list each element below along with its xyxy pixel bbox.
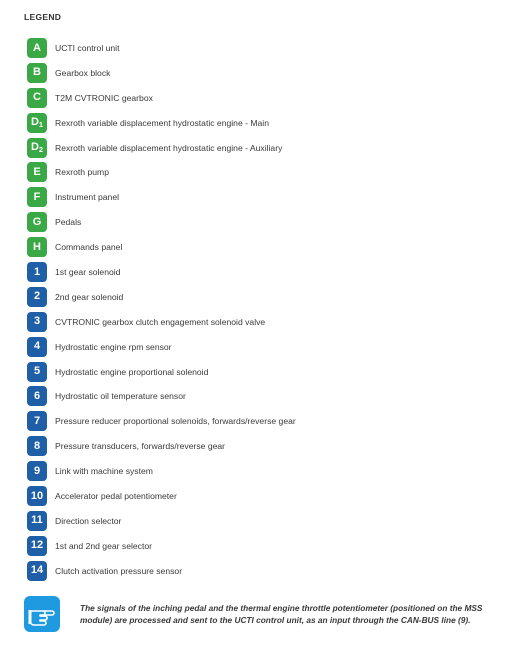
legend-badge: 7 — [27, 411, 47, 431]
legend-item-label: CVTRONIC gearbox clutch engagement solenoid valve — [55, 316, 266, 327]
legend-item-label: Instrument panel — [55, 192, 120, 203]
legend-item-9 — [27, 461, 497, 481]
legend-item-label: 2nd gear solenoid — [55, 291, 124, 302]
legend-list — [27, 38, 497, 586]
legend-item-f — [27, 187, 497, 207]
legend-badge: H — [27, 237, 47, 257]
legend-item-label: Hydrostatic engine proportional solenoid — [55, 366, 209, 377]
legend-item-7 — [27, 411, 497, 431]
legend-badge: C — [27, 88, 47, 108]
legend-badge: 12 — [27, 536, 47, 556]
legend-badge: G — [27, 212, 47, 232]
legend-item-label: 1st and 2nd gear selector — [55, 540, 152, 551]
legend-badge: E — [27, 162, 47, 182]
legend-badge: A — [27, 38, 47, 58]
legend-item-label: Pressure transducers, forwards/reverse gear — [55, 441, 226, 452]
legend-item-6 — [27, 386, 497, 406]
legend-badge: 6 — [27, 386, 47, 406]
legend-item-10 — [27, 486, 497, 506]
legend-item-8 — [27, 436, 497, 456]
legend-item-label: Gearbox block — [55, 67, 111, 78]
note — [24, 596, 504, 632]
legend-item-3 — [27, 312, 497, 332]
legend-item-4 — [27, 337, 497, 357]
legend-item-12 — [27, 536, 497, 556]
note-text: The signals of the inching pedal and the thermal engine throttle potentiometer (positioned on the MSS module) are processed and sent to the UCTI control unit, as an input through the CAN-BUS line (9). — [80, 603, 483, 626]
legend-item-label: T2M CVTRONIC gearbox — [55, 92, 153, 103]
legend-item-d1 — [27, 113, 497, 133]
legend-badge: 8 — [27, 436, 47, 456]
legend-item-c — [27, 88, 497, 108]
legend-item-label: Rexroth variable displacement hydrostatic engine - Main — [55, 117, 269, 128]
legend-badge: D 1 — [27, 113, 47, 133]
legend-badge: 11 — [27, 511, 47, 531]
legend-item-label: Pedals — [55, 217, 82, 228]
legend-item-g — [27, 212, 497, 232]
legend-item-11 — [27, 511, 497, 531]
legend-badge: B — [27, 63, 47, 83]
legend-item-label: Hydrostatic oil temperature sensor — [55, 391, 186, 402]
legend-badge: 4 — [27, 337, 47, 357]
legend-item-label: Link with machine system — [55, 466, 153, 477]
legend-item-2 — [27, 287, 497, 307]
legend-badge: 9 — [27, 461, 47, 481]
legend-item-e — [27, 162, 497, 182]
legend-item-label: Hydrostatic engine rpm sensor — [55, 341, 172, 352]
legend-badge: 10 — [27, 486, 47, 506]
legend-item-label: Rexroth pump — [55, 167, 109, 178]
legend-title: LEGEND — [24, 12, 62, 22]
legend-badge: 14 — [27, 561, 47, 581]
legend-item-label: UCTI control unit — [55, 43, 120, 53]
legend-item-label: 1st gear solenoid — [55, 267, 121, 278]
legend-badge: F — [27, 187, 47, 207]
legend-item-5 — [27, 362, 497, 382]
legend-item-d2 — [27, 138, 497, 158]
legend-item-14 — [27, 561, 497, 581]
legend-item-label: Commands panel — [55, 242, 123, 253]
legend-item-a — [27, 38, 497, 58]
legend-badge: 5 — [27, 362, 47, 382]
legend-item-1 — [27, 262, 497, 282]
legend-badge: 1 — [27, 262, 47, 282]
legend-item-label: Accelerator pedal potentiometer — [55, 491, 177, 502]
legend-badge: D 2 — [27, 138, 47, 158]
legend-item-label: Rexroth variable displacement hydrostatic engine - Auxiliary — [55, 142, 283, 153]
legend-badge: 2 — [27, 287, 47, 307]
legend-item-label: Pressure reducer proportional solenoids, forwards/reverse gear — [55, 416, 296, 427]
legend-item-label: Direction selector — [55, 515, 122, 526]
legend-item-h — [27, 237, 497, 257]
legend-item-label: Clutch activation pressure sensor — [55, 565, 183, 576]
legend-badge: 3 — [27, 312, 47, 332]
pointing-hand-icon — [24, 596, 60, 632]
legend-item-b — [27, 63, 497, 83]
